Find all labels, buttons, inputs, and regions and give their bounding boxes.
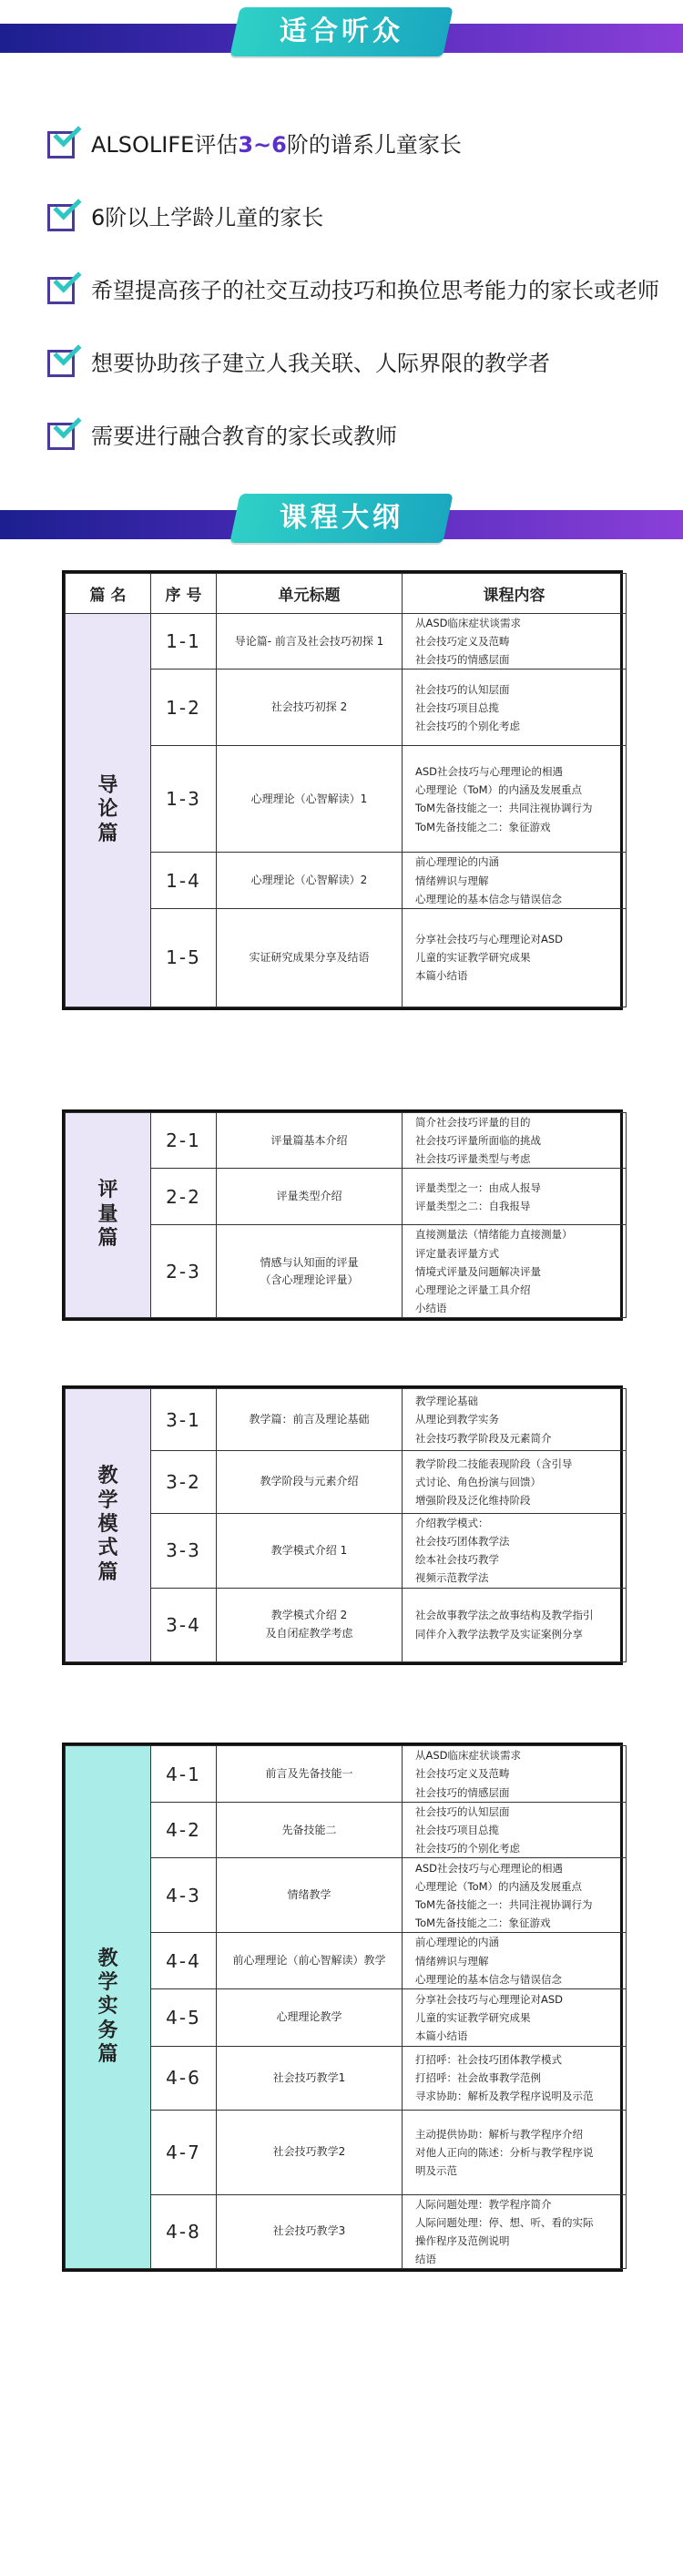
column-header: 序 号 [151,574,217,614]
content-line: 绘本社会技巧教学 [415,1553,499,1567]
lesson-number: 1-5 [151,908,217,1007]
content-line: ToM先备技能之一：共同注视协调行为 [415,802,593,815]
section-name-char: 评 [97,1179,118,1202]
checkbox-check-icon [46,197,82,233]
content-line: 社会技巧的情感层面 [415,653,510,667]
unit-title [217,1451,403,1514]
unit-title-line: （含心理理论评量） [260,1273,359,1286]
course-content [403,1113,627,1169]
outline-banner [0,494,683,543]
unit-title-line: 社会技巧教学1 [272,2070,346,2084]
content-line: 前心理理论的内涵 [415,1936,499,1949]
content-line: 直接测量法（情绪能力直接测量） [415,1228,573,1242]
lesson-number: 4-3 [151,1858,217,1933]
content-line: 打招呼：社会故事教学范例 [415,2071,541,2085]
course-content [403,2194,627,2269]
content-line: 对他人正向的陈述：分析与教学程序说 [415,2145,594,2159]
unit-title-line: 前言及先备技能一 [265,1766,353,1780]
unit-title-line: 评量篇基本介绍 [270,1133,348,1147]
column-header: 篇 名 [66,574,151,614]
audience-banner [0,7,683,56]
course-content [403,1225,627,1318]
table-row [66,1746,627,1803]
section-name-char: 务 [97,2019,118,2042]
unit-title [217,670,403,746]
section-name-char: 学 [97,1488,118,1512]
audience-highlight: 3~6 [238,131,287,158]
audience-text-part: 想要协助孩子建立人我关联、人际界限的教学者 [91,350,550,376]
section-name-char: 篇 [97,2043,118,2067]
lesson-number: 1-1 [151,614,217,670]
unit-title-line: 心理理论教学 [276,2010,342,2024]
column-header: 课程内容 [403,574,627,614]
content-line: ASD社会技巧与心理理论的相遇 [415,765,564,779]
checkbox-check-icon [46,124,82,160]
lesson-number: 4-8 [151,2194,217,2269]
content-line: 本篇小结语 [415,969,468,983]
section-name-char: 学 [97,1971,118,1995]
content-line: 儿童的实证教学研究成果 [415,951,531,965]
section-name-char: 篇 [97,1560,118,1584]
audience-item [46,342,550,379]
audience-text-part: ALSOLIFE评估 [91,131,239,158]
audience-text-part: 希望提高孩子的社交互动技巧和换位思考能力的家长或老师 [91,277,659,303]
unit-title-line: 评量类型介绍 [276,1190,342,1203]
unit-title [217,908,403,1007]
unit-title-line: 情感与认知面的评量 [260,1255,359,1269]
content-line: 心理理论的基本信念与错误信念 [415,1972,562,1986]
content-line: 社会技巧的个别化考虑 [415,1842,520,1855]
content-line: 主动提供协助：解析与教学程序介绍 [415,2127,583,2141]
section-name-char: 论 [97,798,118,822]
content-line: 心理理论的基本信念与错误信念 [415,892,562,905]
content-line: ASD社会技巧与心理理论的相遇 [415,1861,564,1875]
content-line: 同伴介入教学法教学及实证案例分享 [415,1627,583,1641]
table-row [66,1389,627,1451]
audience-item [46,415,397,452]
outline-banner-title: 课程大纲 [280,502,403,534]
course-content [403,1389,627,1451]
lesson-number: 4-6 [151,2046,217,2110]
lesson-number: 1-2 [151,670,217,746]
outline-table [62,570,623,1010]
content-line: 分享社会技巧与心理理论对ASD [415,1992,564,2006]
content-line: 社会技巧定义及范畴 [415,1767,510,1781]
content-line: 结语 [415,2253,436,2266]
unit-title [217,1514,403,1589]
course-content [403,853,627,908]
lesson-number: 3-3 [151,1514,217,1589]
lesson-number: 4-5 [151,1988,217,2046]
course-content [403,1988,627,2046]
section-name-char: 式 [97,1537,118,1560]
unit-title [217,2110,403,2194]
lesson-number: 2-2 [151,1169,217,1225]
unit-title-line: 教学篇：前言及理论基础 [249,1412,370,1426]
content-line: 社会技巧项目总揽 [415,700,499,714]
content-line: 情绪辨识与理解 [415,1954,489,1968]
content-line: 社会技巧的认知层面 [415,682,510,696]
course-content [403,1746,627,1803]
audience-text [91,418,397,450]
audience-banner-title: 适合听众 [280,15,403,47]
lesson-number: 4-2 [151,1803,217,1858]
section-name [66,1746,151,2269]
section-name-char: 教 [97,1465,118,1488]
content-line: ToM先备技能之二：象征游戏 [415,820,551,833]
content-line: 社会技巧定义及范畴 [415,635,510,649]
content-line: 从理论到教学实务 [415,1413,499,1426]
content-line: 简介社会技巧评量的目的 [415,1116,531,1129]
content-line: 社会故事教学法之故事结构及教学指引 [415,1609,594,1622]
course-content [403,1514,627,1589]
course-content [403,908,627,1007]
audience-text [91,272,659,304]
unit-title [217,1169,403,1225]
table-header-row [66,574,627,614]
unit-title [217,1746,403,1803]
content-line: 心理理论（ToM）的内涵及发展重点 [415,783,583,797]
lesson-number: 4-1 [151,1746,217,1803]
audience-item [46,197,323,233]
content-line: ToM先备技能之二：象征游戏 [415,1917,551,1929]
unit-title-line: 社会技巧教学3 [272,2224,346,2238]
content-line: 社会技巧评量类型与考虑 [415,1152,531,1166]
section-name-char: 量 [97,1202,118,1226]
section-name-char: 导 [97,773,118,797]
content-line: 分享社会技巧与心理理论对ASD [415,933,564,946]
column-header: 单元标题 [217,574,403,614]
section-name [66,1389,151,1662]
audience-item [46,124,462,160]
unit-title-line: 社会技巧教学2 [272,2145,346,2159]
content-line: 从ASD临床症状谈需求 [415,617,522,629]
table-row [66,1113,627,1169]
unit-title-line: 情绪教学 [287,1888,331,1902]
content-line: 明及示范 [415,2163,457,2177]
lesson-number: 3-1 [151,1389,217,1451]
outline-table [62,1385,623,1665]
unit-title-line: 教学阶段与元素介绍 [260,1475,359,1488]
content-line: 介绍教学模式： [415,1517,489,1529]
course-content [403,746,627,853]
content-line: 社会技巧评量所面临的挑战 [415,1134,541,1148]
audience-text [91,345,550,377]
content-line: 从ASD临床症状谈需求 [415,1749,522,1763]
content-line: 增强阶段及泛化维持阶段 [415,1494,531,1508]
content-line: 情境式评量及问题解决评量 [415,1264,541,1278]
content-line: 人际问题处理：教学程序简介 [415,2197,552,2211]
audience-text [91,199,323,231]
content-line: ToM先备技能之一：共同注视协调行为 [415,1897,593,1911]
unit-title-line: 教学模式介绍 2 [270,1609,348,1622]
content-line: 评量类型之二：自我报导 [415,1199,531,1212]
unit-title-line: 先备技能二 [281,1823,337,1836]
section-name [66,1113,151,1318]
section-name [66,614,151,1007]
unit-title [217,1113,403,1169]
unit-title [217,1225,403,1318]
unit-title [217,2046,403,2110]
course-content [403,1451,627,1514]
course-content [403,2110,627,2194]
lesson-number: 4-4 [151,1933,217,1988]
content-line: 本篇小结语 [415,2029,468,2042]
content-line: 教学阶段二技能表现阶段（含引导 [415,1457,573,1470]
lesson-number: 2-1 [151,1113,217,1169]
course-content [403,670,627,746]
content-line: 儿童的实证教学研究成果 [415,2010,531,2024]
unit-title-line: 社会技巧初探 2 [270,700,348,714]
content-line: 评定量表评量方式 [415,1246,499,1260]
unit-title-line: 实证研究成果分享及结语 [249,950,370,964]
audience-text [91,127,462,158]
content-line: 心理理论（ToM）的内涵及发展重点 [415,1879,583,1893]
unit-title-line: 前心理理论（前心智解读）教学 [232,1953,386,1967]
unit-title [217,1588,403,1661]
content-line: 视频示范教学法 [415,1571,489,1585]
unit-title [217,2194,403,2269]
unit-title [217,1803,403,1858]
course-content [403,1169,627,1225]
content-line: 社会技巧的情感层面 [415,1785,510,1799]
audience-item [46,270,659,306]
outline-table [62,1109,623,1321]
course-content [403,1933,627,1988]
unit-title [217,853,403,908]
course-content [403,1588,627,1661]
section-name-char: 实 [97,1995,118,2019]
content-line: 心理理论之评量工具介绍 [415,1283,531,1296]
course-content [403,2046,627,2110]
unit-title [217,1858,403,1933]
unit-title [217,1389,403,1451]
content-line: 社会技巧团体教学法 [415,1535,510,1549]
checkbox-check-icon [46,415,82,452]
course-content [403,1803,627,1858]
checkbox-check-icon [46,342,82,379]
unit-title [217,614,403,670]
content-line: 教学理论基础 [415,1395,478,1408]
unit-title [217,746,403,853]
unit-title-line: 心理理论（心智解读）2 [250,873,368,886]
content-line: 社会技巧的认知层面 [415,1805,510,1818]
lesson-number: 3-2 [151,1451,217,1514]
content-line: 社会技巧项目总揽 [415,1824,499,1837]
lesson-number: 1-3 [151,746,217,853]
unit-title [217,1988,403,2046]
content-line: 小结语 [415,1301,447,1314]
content-line: 前心理理论的内涵 [415,855,499,869]
content-line: 式讨论、角色扮演与回馈） [415,1475,541,1488]
unit-title [217,1933,403,1988]
lesson-number: 3-4 [151,1588,217,1661]
section-name-char: 模 [97,1513,118,1537]
unit-title-line: 及自闭症教学考虑 [265,1626,353,1640]
content-line: 评量类型之一：由成人报导 [415,1181,541,1194]
content-line: 寻求协助：解析及教学程序说明及示范 [415,2090,594,2103]
section-name-char: 篇 [97,1227,118,1251]
content-line: 社会技巧的个别化考虑 [415,719,520,732]
content-line: 情绪辨识与理解 [415,874,489,887]
audience-text-part: 阶的谱系儿童家长 [286,131,462,158]
section-name-char: 篇 [97,822,118,845]
unit-title-line: 导论篇- 前言及社会技巧初探 1 [234,634,384,648]
lesson-number: 1-4 [151,853,217,908]
outline-table [62,1743,623,2272]
section-name-char: 教 [97,1947,118,1970]
content-line: 社会技巧教学阶段及元素简介 [415,1431,552,1445]
table-row [66,614,627,670]
audience-text-part: 6阶以上学龄儿童的家长 [91,204,324,230]
lesson-number: 2-3 [151,1225,217,1318]
content-line: 人际问题处理：停、想、听、看的实际 [415,2215,594,2229]
checkbox-check-icon [46,270,82,306]
content-line: 操作程序及范例说明 [415,2234,510,2247]
course-content [403,1858,627,1933]
unit-title-line: 心理理论（心智解读）1 [250,792,368,805]
content-line: 打招呼：社会技巧团体教学模式 [415,2053,562,2067]
lesson-number: 4-7 [151,2110,217,2194]
course-content [403,614,627,670]
audience-text-part: 需要进行融合教育的家长或教师 [91,423,397,449]
unit-title-line: 教学模式介绍 1 [270,1543,348,1557]
